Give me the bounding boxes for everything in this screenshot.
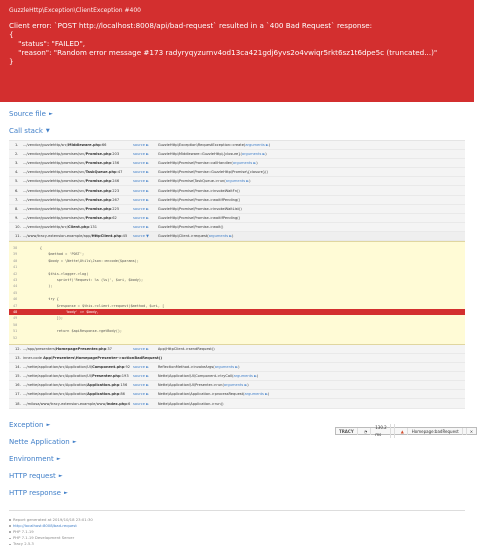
stack-frame [9,159,465,168]
frame-line: :267 [111,197,120,202]
frame-call-text: Nette\Application\Application->processRequest( [157,392,245,397]
section-http-response[interactable] [0,485,474,502]
frame-line: :62 [111,215,117,220]
chevron-right-icon: ► [46,421,51,428]
frame-call-text: Nette\Application\UI\Component->tryCall( [157,374,234,379]
call-stack-panel [9,140,465,409]
frame-line: :86 [119,392,125,397]
source-toggle-link[interactable]: source ▼ [133,233,149,238]
frame-file [23,152,133,156]
arguments-toggle-link[interactable]: arguments ► [232,161,257,166]
frame-call-text: GuzzleHttp\Exception\RequestException::create( [157,143,246,148]
frame-filename: index.php [106,401,127,406]
frame-call [158,216,240,220]
line-number: 42 [13,271,18,276]
line-number: 38 [13,246,18,251]
frame-filename: Middleware.php [68,143,101,148]
frame-filename: Promise.php [85,152,112,157]
stack-frame [9,399,465,408]
frame-number: 11. [15,233,21,238]
code-text: $response = $this->client->request($method, $uri, [ [23,303,165,308]
source-toggle-link[interactable]: source ► [133,188,149,193]
chevron-right-icon: ► [63,489,68,496]
frame-path: .../vendor/guzzlehttp/promises/src/ [23,170,86,175]
arguments-toggle-link[interactable]: arguments ► [233,374,257,379]
frame-call-text: GuzzleHttp\Promise\Promise->wait() [157,224,224,229]
frame-path: .../nette/application/src/Application/UI/ [23,365,93,370]
frame-path: .../vendor/guzzlehttp/promises/src/ [23,161,86,166]
code-text: try { [23,297,59,302]
stack-frame [9,205,465,214]
frame-call [158,374,258,378]
frame-call [158,161,258,165]
arguments-toggle-link[interactable]: arguments ► [245,143,269,148]
frame-call-text: Nette\Application\Application->run() [157,401,224,406]
frame-number: 8. [15,206,19,211]
frame-path: .../nette/application/src/Application/UI/ [23,374,93,379]
source-toggle-link[interactable]: source ► [133,346,149,351]
chevron-right-icon: ► [48,111,53,117]
frame-call-close: ) [213,346,215,351]
arguments-toggle-link[interactable]: arguments ► [244,392,268,397]
source-toggle-link[interactable]: source ► [133,143,149,148]
stack-frame [9,223,465,232]
section-label: Nette Application [9,437,70,446]
frame-call [158,152,267,156]
tracy-debug-bar[interactable] [335,427,477,435]
frame-path: .../vendor/guzzlehttp/src/ [23,224,69,229]
line-number: 46 [13,297,18,302]
footer-item: PHP 7.1.19 [9,529,465,535]
frame-line: :225 [111,206,120,211]
frame-filename: Application.php [87,383,120,388]
stack-frame [9,363,465,372]
tracy-logo[interactable]: TRACY [336,428,358,435]
frame-call [158,347,215,351]
section-label: Call stack [9,127,43,135]
frame-file [23,170,133,174]
frame-call [158,392,269,396]
arguments-toggle-link[interactable]: arguments ► [214,365,239,370]
frame-path: .../vendor/guzzlehttp/src/ [23,143,69,148]
stack-frame [9,186,465,195]
frame-call-text: App\HttpClient->sendRequest( [157,346,214,351]
frame-file [23,234,133,238]
route-icon: ▲ [398,428,408,435]
frame-number: 4. [15,170,19,175]
frame-number: 18. [15,401,21,406]
line-number: 39 [13,252,18,257]
frame-file [23,161,133,165]
arguments-toggle-link[interactable]: arguments ► [241,152,266,157]
frame-number: 5. [15,179,19,184]
frame-filename: Promise.php [85,215,112,220]
frame-number: 16. [15,383,21,388]
frame-call [158,207,242,211]
frame-file [23,383,133,387]
frame-file [23,365,133,369]
section-label: Exception [9,420,44,429]
frame-file [23,356,162,361]
frame-call-text: GuzzleHttp\Promise\Promise::callHandler( [157,161,233,166]
frame-number: 17. [15,392,21,397]
frame-file [23,189,133,193]
line-number: 41 [13,265,18,270]
frame-number: 13. [15,356,21,361]
frame-file [23,402,133,406]
frame-filename: HttpClient.php [91,233,122,238]
stack-frame [9,168,465,177]
frame-filename: App\Presenters\HomepagePresenter->actionBadRequest() [43,356,162,361]
section-label: Source file [9,110,46,118]
frame-number: 15. [15,374,21,379]
frame-line: :45 [121,233,128,238]
frame-filename: Promise.php [85,197,112,202]
tracy-close[interactable]: × [469,428,474,434]
report-footer [9,510,465,548]
frame-file [23,392,133,396]
frame-path: .../www/tracy-extension-example/app/ [23,233,92,238]
section-label: HTTP response [9,488,61,497]
line-number: 45 [13,290,18,295]
frame-call [158,402,224,406]
line-number: 51 [13,329,18,334]
frame-call-text: GuzzleHttp\Client->request( [157,233,209,238]
code-text: ]); [23,316,64,321]
source-toggle-link[interactable]: source ► [133,374,149,379]
frame-path: .../milosa/www/tracy-extension-example/www/ [23,401,107,406]
frame-filename: Promise.php [85,161,112,166]
frame-line: :6 [126,401,131,406]
code-text: sprintf('Request: %s (%s)', $uri, $body); [23,277,144,282]
source-toggle-link[interactable]: source ► [133,161,149,166]
arguments-toggle-link[interactable]: arguments ► [223,383,248,388]
frame-call-close: ) [256,374,259,379]
frame-filename: TaskQueue.php [85,170,117,175]
frame-line: :37 [106,346,112,351]
frame-call [158,234,234,238]
error-header [0,0,474,102]
source-toggle-link[interactable]: source ► [133,170,149,175]
frame-number: 14. [15,365,21,370]
frame-filename: Promise.php [85,206,112,211]
line-number: 50 [13,322,18,327]
frame-call-text: Nette\Application\UI\Presenter->run( [157,383,224,388]
frame-number: 1. [15,143,19,148]
frame-filename: HomepagePresenter.php [56,346,107,351]
frame-call [158,170,268,174]
section-call-stack[interactable] [0,123,474,140]
line-number: 40 [13,258,18,263]
code-text: 'body' => $body, [23,309,99,314]
code-text: { [23,246,42,251]
stack-frame [9,214,465,223]
frame-call-close: ) [268,143,271,148]
footer-item: PHP 7.1.19 Development Server [9,535,465,541]
source-toggle-link[interactable]: source ► [133,392,149,397]
frame-path: .../vendor/guzzlehttp/promises/src/ [23,197,86,202]
frame-call-text: GuzzleHttp\Promise\Promise->waitIfPending() [157,215,241,220]
frame-number: 2. [15,152,19,157]
frame-call [158,189,240,193]
frame-call-text: GuzzleHttp\Promise\Promise::GuzzleHttp\Promise\{closure}() [157,170,268,175]
frame-file [23,225,133,229]
tracy-timer[interactable] [358,424,395,438]
source-toggle-link[interactable]: source ► [133,179,149,184]
source-toggle-link[interactable]: source ► [133,224,149,229]
source-toggle-link[interactable]: source ► [133,215,149,220]
frame-call-close: ) [238,365,240,370]
frame-number: 10. [15,224,21,229]
frame-line: :156 [119,383,128,388]
frame-filename: Client.php [68,224,89,229]
section-label: HTTP request [9,471,56,480]
source-toggle-link[interactable]: source ► [133,197,149,202]
frame-call-close: ) [265,152,267,157]
frame-line: :131 [88,224,97,229]
frame-file [23,216,133,220]
frame-call-text: GuzzleHttp\Middleware::GuzzleHttp\{closure}( [157,152,242,157]
code-text: $this->logger->log( [23,271,89,276]
code-text: return $apiResponse->getBody(); [23,329,123,334]
frame-path: .../vendor/guzzlehttp/promises/src/ [23,188,86,193]
code-text: $method = 'POST'; [23,252,85,257]
source-toggle-link[interactable]: source ► [133,383,149,388]
tracy-route[interactable] [395,428,467,435]
timer-value: 130.2 ms [372,424,390,438]
route-value: Homepage:badRequest [409,428,463,435]
section-label: Environment [9,454,54,463]
frame-file [23,374,133,378]
frame-number: 9. [15,215,19,220]
line-number: 47 [13,303,18,308]
frame-line: :203 [111,152,120,157]
frame-filename: Presenter.php [92,374,121,379]
frame-call [158,365,240,369]
chevron-right-icon: ► [72,438,77,445]
frame-path: .../nette/application/src/Application/ [23,383,88,388]
stack-frame [9,372,465,381]
exception-message: Client error: `POST http://localhost:8008/api/bad-request` resulted in a `400 Bad Request` response: { "status": "FAILED", "reason": "Random error message #173 radyryqyzurnv4od13ca421gdj6yvs2o4vwiqr5rkt6sz1t6dpe5c (truncated...)" } [9,21,438,66]
line-number: 49 [13,316,18,321]
frame-call-text: GuzzleHttp\Promise\Promise->invokeWaitList() [157,206,242,211]
frame-line: :246 [111,179,120,184]
footer-item[interactable]: http://localhost:8008/bad-request [9,523,465,529]
frame-call-text: GuzzleHttp\Promise\Promise->invokeWaitFn() [157,188,240,193]
frame-call-close: ) [247,383,249,388]
line-number: 44 [13,284,18,289]
frame-line: :223 [111,188,120,193]
frame-file [23,347,133,351]
arguments-toggle-link[interactable]: arguments ► [208,233,233,238]
footer-item: Tracy 2.5.3 [9,541,465,547]
frame-path: .../vendor/guzzlehttp/promises/src/ [23,179,86,184]
frame-call-text: GuzzleHttp\Promise\TaskQueue->run( [157,179,226,184]
frame-filename: Component.php [92,365,125,370]
frame-line: :156 [111,161,120,166]
frame-path: .../app/presenters/ [23,346,57,351]
clock-icon: ◔ [361,428,372,435]
source-toggle-link[interactable]: source ► [133,365,149,370]
frame-call-close: ) [256,161,258,166]
chevron-down-icon: ▼ [45,128,50,134]
footer-item: Report generated at 2019/10/18 23:01:30 [9,517,465,523]
stack-frame [9,232,465,241]
frame-number: 12. [15,346,21,351]
frame-path: .../vendor/guzzlehttp/promises/src/ [23,215,86,220]
code-text: ); [23,284,53,289]
source-code-view [9,241,465,345]
frame-line: :92 [124,365,131,370]
chevron-right-icon: ► [58,472,63,479]
frame-file [23,179,133,183]
exception-class: GuzzleHttp\Exception\ClientException #400 [9,7,141,14]
stack-frame [9,150,465,159]
frame-path: .../vendor/guzzlehttp/promises/src/ [23,152,86,157]
frame-line: :66 [100,143,107,148]
frame-call-text: GuzzleHttp\Promise\Promise->waitIfPending() [157,197,241,202]
frame-number: 3. [15,161,19,166]
frame-number: 6. [15,188,19,193]
arguments-toggle-link[interactable]: arguments ► [225,179,250,184]
frame-path: .../nette/application/src/Application/ [23,392,88,397]
frame-call-close: ) [249,179,251,184]
stack-frame [9,354,465,363]
source-toggle-link[interactable]: source ► [133,206,149,211]
frame-number: 7. [15,197,19,202]
section-source-file[interactable] [0,106,474,123]
frame-call [158,225,224,229]
code-line [9,335,465,341]
stack-frame [9,141,465,150]
frame-call-text: ReflectionMethod->invokeArgs( [157,365,215,370]
frame-call [158,383,249,387]
frame-filename: Promise.php [85,179,112,184]
frame-call [158,143,270,147]
frame-filename: Application.php [87,392,120,397]
line-number: 43 [13,277,18,282]
stack-frame [9,196,465,205]
frame-call-close: ) [267,392,270,397]
frame-call [158,179,251,183]
line-number: 52 [13,335,18,340]
frame-path: .../vendor/guzzlehttp/promises/src/ [23,206,86,211]
frame-file [23,143,133,147]
frame-line: :193 [120,374,129,379]
section-environment[interactable] [0,451,474,468]
frame-line: :47 [116,170,123,175]
frame-filename: Promise.php [85,188,112,193]
frame-path: inner-code [23,356,44,361]
frame-file [23,207,133,211]
stack-frame [9,390,465,399]
stack-frame [9,381,465,390]
stack-frame [9,177,465,186]
frame-call-close: ) [232,233,234,238]
stack-frame [9,345,465,354]
frame-call [158,198,240,202]
source-toggle-link[interactable]: source ► [133,152,149,157]
source-toggle-link[interactable]: source ► [133,401,149,406]
frame-file [23,198,133,202]
chevron-right-icon: ► [56,455,61,462]
code-text: $body = \Nette\Utils\Json::encode($params); [23,258,139,263]
line-number: 48 [13,309,18,314]
section-http-request[interactable] [0,468,474,485]
section-nette-application[interactable] [0,434,474,451]
